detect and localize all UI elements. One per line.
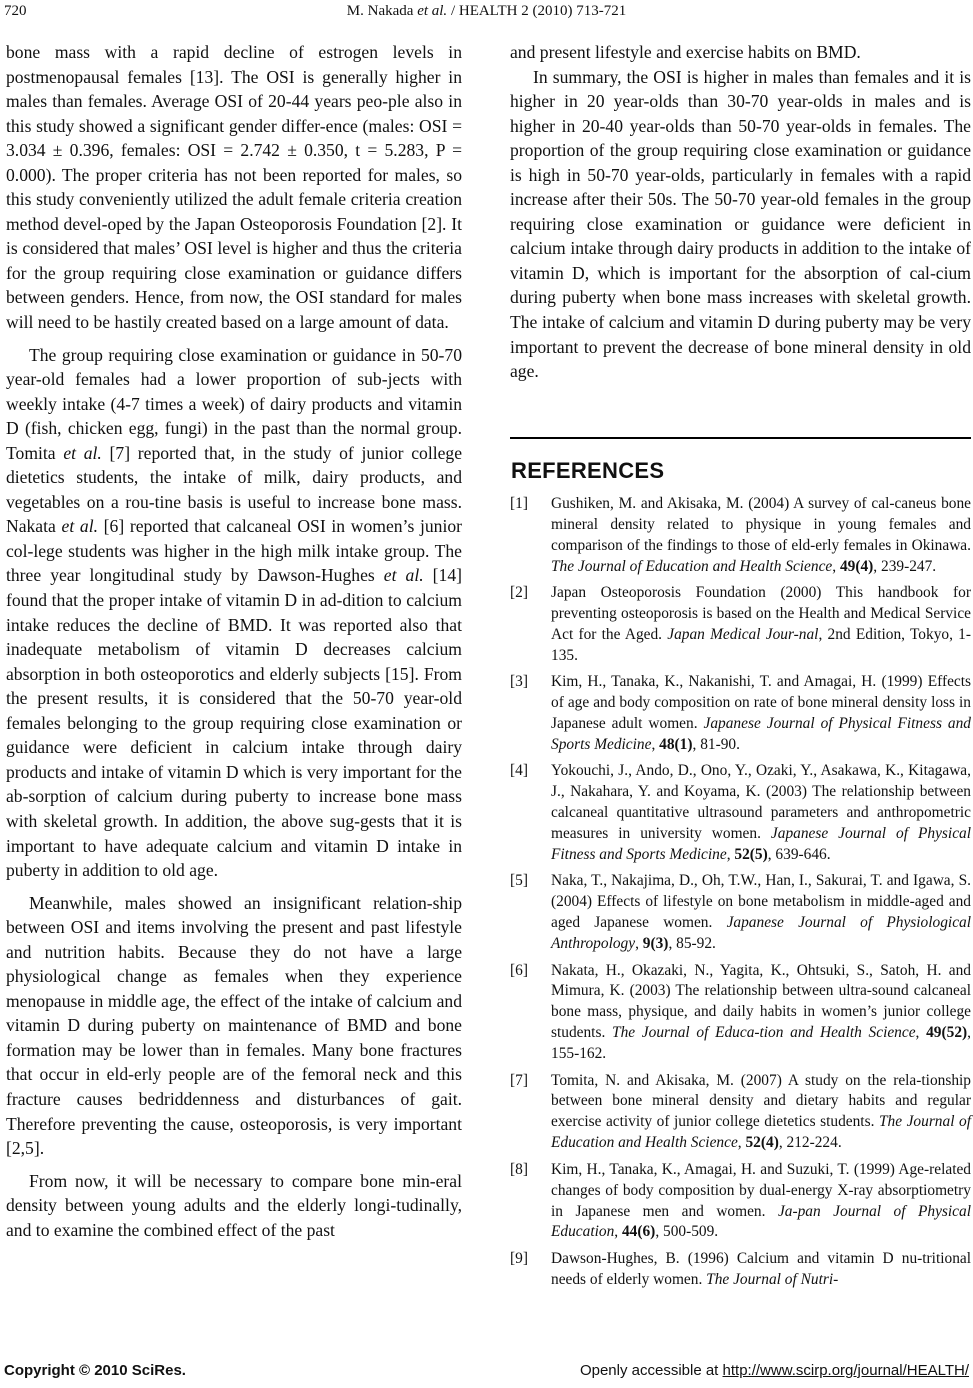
reference-pages: , 155-162. (551, 1024, 972, 1063)
reference-pages: , 2nd Edition, Tokyo, 1-135. (551, 625, 971, 664)
reference-journal: Japanese Journal of Physical Fitness and Sports Medicine (551, 825, 972, 863)
reference-separator: , (737, 1134, 746, 1152)
right-column (510, 40, 971, 384)
et-al: et al. (61, 516, 98, 537)
reference-item (510, 871, 971, 955)
reference-authors: Gushiken, M. and Akisaka, M. (2004) A survey of cal-caneus bone mineral density related to physique in young females and comparison of the findings to those of eld-erly females in Okinawa. (551, 495, 971, 554)
paragraph-males-lifestyle: Meanwhile, males showed an insignificant relation-ship between OSI and items involving the present and past lifestyle and nutrition habits. Because they do not have a large physiological change as females when they experience menopause in middle age, the effect of the intake of calcium and vitamin D during puberty on maintenance of BMD and bone formation may be lower than in females. Many bone fractures that occur in eld-erly people are of the femoral neck and this fracture causes bedriddenness and disturbances of gait. Therefore preventing the cause, osteoporosis, is very important [2,5]. (6, 892, 462, 1159)
paragraph-continuation: and present lifestyle and exercise habits on BMD. (510, 42, 861, 62)
open-access-label: Openly accessible at (579, 1362, 723, 1379)
reference-separator: , (651, 735, 660, 753)
running-title-et-al: et al. (417, 3, 448, 19)
reference-authors: Kim, H., Tanaka, K., Nakanishi, T. and Amagai, H. (1999) Effects of age and body composition on rate of bone mineral density loss in Japanese adult women. (551, 673, 971, 733)
reference-separator: , (614, 1223, 622, 1241)
reference-journal: The Journal of Nutri- (706, 1270, 839, 1288)
paragraph-future-work: From now, it will be necessary to compare bone min-eral density between young adults and the elderly longi-tudinally, and to examine the combined effect of the past (6, 1170, 462, 1240)
page-footer (0, 1362, 973, 1384)
copyright-notice: Copyright © 2010 SciRes. (4, 1362, 186, 1379)
reference-number: [8] (510, 1160, 528, 1178)
references-heading: REFERENCES (511, 458, 665, 483)
reference-journal: Japan Medical Jour-nal (667, 625, 819, 643)
reference-separator: , (726, 846, 735, 863)
reference-number: [2] (510, 584, 528, 602)
reference-pages: , 85-92. (668, 935, 716, 953)
reference-number: [9] (510, 1249, 528, 1267)
reference-journal: The Journal of Education and Health Science (551, 557, 833, 575)
reference-volume: 49(4) (839, 557, 874, 575)
left-column (6, 40, 462, 1242)
reference-authors: Dawson-Hughes, B. (1996) Calcium and vitamin D nu-tritional needs of elderly women. (551, 1249, 971, 1288)
reference-item (510, 672, 971, 756)
reference-number: [4] (510, 762, 528, 780)
reference-journal: Ja-pan Journal of Physical Education (551, 1202, 971, 1241)
running-title-journal: / HEALTH 2 (2010) 713-721 (447, 3, 627, 19)
reference-authors: Japan Osteoporosis Foundation (2000) This handbook for preventing osteoporosis is based on the Health and Medical Service Act for the Aged. (551, 584, 971, 643)
reference-item (510, 494, 971, 578)
reference-volume: 9(3) (642, 935, 669, 953)
et-al: et al. (63, 442, 102, 463)
reference-pages: , 81-90. (692, 735, 740, 753)
reference-item (510, 961, 971, 1066)
running-title (0, 3, 973, 20)
reference-volume: 48(1) (659, 735, 693, 753)
reference-volume: 49(52) (926, 1024, 968, 1042)
reference-item (510, 1071, 971, 1155)
reference-pages: , 639-646. (767, 846, 831, 863)
running-title-authors: M. Nakada (346, 3, 418, 19)
reference-journal: Japanese Journal of Physical Fitness and Sports Medicine (551, 715, 971, 753)
reference-authors: Nakata, H., Okazaki, N., Yagita, K., Ohtsuki, S., Satoh, H. and Mimura, K. (2003) The relationship between ultra-sound calcaneal bone mass, physique, and daily habits in women’s junior college students. (551, 961, 971, 1042)
reference-authors: Tomita, N. and Akisaka, M. (2007) A study on the rela-tionship between bone mineral density and dietary habits and regular exercise activity of junior college dietetics students. (551, 1071, 971, 1131)
reference-pages: , 500-509. (655, 1223, 719, 1241)
reference-volume: 52(5) (734, 846, 768, 863)
reference-authors: Kim, H., Tanaka, K., Amagai, H. and Suzuki, T. (1999) Age-related changes of body composition by dual-energy X-ray absorptiometry in Japanese men and women. (551, 1160, 971, 1220)
reference-item (510, 1160, 971, 1244)
reference-number: [3] (510, 673, 528, 691)
reference-pages: , 239-247. (873, 557, 937, 575)
page-number: 720 (4, 3, 27, 19)
reference-pages: , 212-224. (778, 1134, 842, 1152)
paragraph-summary: In summary, the OSI is higher in males than females and it is higher in 20 year-olds than 30-70 year-olds in males and is higher in 20-40 year-olds than 50-70 year-olds in females. The proportion of the group requiring close examination or guidance is high in 50-70 year-olds, particularly in females with a rapid increase after their 50s. The 50-70 year-old females in the group requiring close examination or guidance were deficient in calcium intake through dairy products in addition to the intake of vitamin D, which is important for the absorption of cal-cium during puberty when bone mass increases with skeletal growth. The intake of calcium and vitamin D during puberty may be very important to prevent the decrease of bone mineral density in old age. (510, 66, 971, 382)
reference-volume: 44(6) (621, 1223, 656, 1241)
section-divider (510, 437, 971, 439)
journal-link[interactable]: http://www.scirp.org/journal/HEALTH/ (722, 1362, 969, 1379)
reference-journal: Japanese Journal of Physiological Anthropology (551, 914, 971, 953)
reference-item (510, 1249, 971, 1291)
paragraph-osi-gender: bone mass with a rapid decline of estrogen levels in postmenopausal females [13]. The OSI is generally higher in males than females. Average OSI of 20-44 years peo-ple also in this study showed a significant gender differ-ence (males: OSI = 3.034 ± 0.396, females: OSI = 2.742 ± 0.350, t = 5.283, P = 0.000). The proper criteria has not been reported for males, so this study conveniently utilized the adult female criteria creation method devel-oped by the Japan Osteoporosis Foundation [2]. It is considered that males’ OSI level is higher and thus the criteria for the group requiring close examination or guidance differs between genders. Hence, from now, the OSI standard for males will need to be hastily created based on a large amount of data. (6, 42, 462, 333)
paragraph-dairy-vitamin-d: The group requiring close examination or guidance in 50-70 year-old females had a lower proportion of sub-jects with weekly intake (4-7 times a week) of dairy products and vitamin D (fish, chicken egg, fungi) in the past than the normal group. Tomita et al. [7] reported that, in the study of junior college dietetics students, the intake of milk, dairy products, and vegetables on a rou-tine basis is useful to increase bone mass. Nakata et al. [6] reported that calcaneal OSI in women’s junior col-lege students was higher in the high milk intake group. The three year longitudinal study by Dawson-Hughes et al. [14] found that the proper intake of vitamin D in ad-dition to calcium intake reduces the decline of BMD. It was reported also that inadequate metabolism of vitamin D decreases calcium absorption in both osteoporotics and elderly subjects [15]. From the present results, it is considered that the 50-70 year-old females belonging to the group requiring close examination or guidance were deficient in calcium intake through dairy products and intake of vitamin D which is very important for the ab-sorption of calcium during puberty to increase bone mass with skeletal growth. In addition, the above sug-gests that it is important to have adequate calcium and vitamin D intake in puberty in addition to old age. (6, 344, 463, 881)
reference-number: [1] (510, 495, 528, 512)
reference-number: [7] (510, 1071, 528, 1089)
reference-number: [5] (510, 872, 528, 890)
reference-authors: Yokouchi, J., Ando, D., Ono, Y., Ozaki, Y., Asakawa, K., Kitagawa, J., Nakahara, Y. and Koyama, K. (2003) The relationship between calcaneal quantitative ultrasound parameters and anthropometric measures in university women. (551, 762, 971, 843)
reference-journal: The Journal of Educa-tion and Health Science (612, 1024, 916, 1042)
open-access-notice (580, 1362, 969, 1379)
reference-number: [6] (510, 961, 528, 979)
reference-journal: The Journal of Education and Health Science (551, 1113, 971, 1152)
reference-item (510, 583, 971, 667)
reference-separator: , (635, 935, 643, 953)
et-al: et al. (383, 565, 424, 586)
reference-list (510, 494, 971, 1296)
page-header (0, 3, 973, 23)
reference-separator: , (915, 1024, 927, 1042)
reference-item (510, 761, 971, 866)
reference-authors: Naka, T., Nakajima, D., Oh, T.W., Han, I., Sakurai, T. and Igawa, S. (2004) Effects of lifestyle on bone metabolism in middle-aged and aged Japanese women. (551, 872, 971, 932)
reference-separator: , (832, 557, 840, 575)
reference-volume: 52(4) (745, 1134, 779, 1152)
